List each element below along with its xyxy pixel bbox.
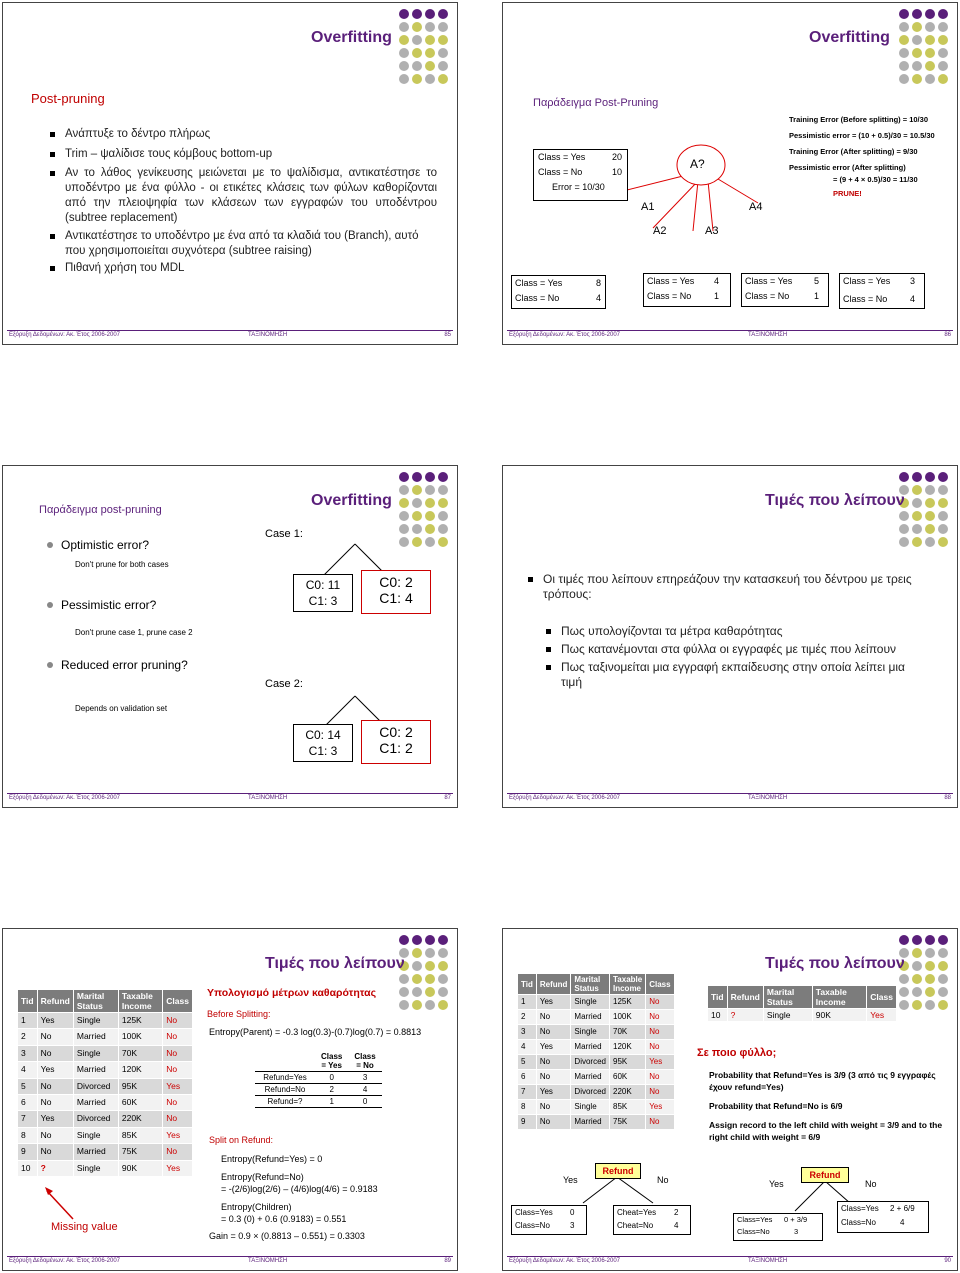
case2-label: Case 2:: [265, 678, 303, 690]
table-row: [255, 1096, 382, 1108]
square-bullet-icon: [528, 577, 533, 582]
bullet-item: Trim – ψαλίδισε τους κόμβους bottom-up: [65, 147, 435, 162]
table-cell: Married: [571, 1010, 610, 1025]
which-leaf-question: Σε ποιο φύλλο;: [697, 1047, 777, 1059]
table-cell: 75K: [118, 1144, 162, 1160]
table-cell: 120K: [118, 1062, 162, 1078]
slide-title: Overfitting: [809, 29, 890, 46]
square-bullet-icon: [50, 234, 55, 239]
table-header: Tid: [708, 986, 728, 1009]
table-cell: 6: [518, 1070, 537, 1085]
square-bullet-icon: [546, 647, 551, 652]
decor-dot: [912, 524, 922, 534]
decor-dot: [399, 9, 409, 19]
table-cell: 120K: [610, 1040, 646, 1055]
decor-dot: [425, 9, 435, 19]
table-cell: Divorced: [73, 1111, 118, 1127]
decor-dot: [412, 35, 422, 45]
decor-dot: [425, 61, 435, 71]
decor-dot: [925, 537, 935, 547]
table-cell: No: [37, 1144, 73, 1160]
table-cell: Single: [73, 1045, 118, 1061]
decor-dot: [399, 35, 409, 45]
square-bullet-icon: [546, 665, 551, 670]
table-cell: 9: [18, 1144, 38, 1160]
table-cell: Yes: [867, 1009, 897, 1022]
table-cell: Single: [763, 1009, 812, 1022]
decor-dot: [438, 22, 448, 32]
table-cell: Yes: [646, 1100, 674, 1115]
decor-dot: [938, 472, 948, 482]
leaf-box: Class = Yes 4 Class = No 1: [643, 273, 731, 307]
table-cell: 4: [18, 1062, 38, 1078]
table-cell: 10: [708, 1009, 728, 1022]
sub-note: Don't prune case 1, prune case 2: [75, 628, 193, 637]
table-cell: No: [536, 1010, 571, 1025]
right-leaf-weighted: Class=Yes 2 + 6/9 Class=No 4: [837, 1201, 929, 1233]
table-cell: 220K: [118, 1111, 162, 1127]
case1-label: Case 1:: [265, 528, 303, 540]
table-cell: No: [163, 1111, 193, 1127]
table-header: Tid: [518, 974, 537, 995]
table-cell: No: [536, 1055, 571, 1070]
slide-footer: Εξόρυξη Δεδομένων: Ακ. Έτος 2006-2007 ΤΑΞΙΝΟΜΗΣΗ 87: [9, 795, 451, 801]
table-cell: No: [163, 1095, 193, 1111]
yes-branch: Yes: [769, 1179, 784, 1189]
leaf-box: Class = Yes 5 Class = No 1: [741, 273, 829, 307]
table-header: Class = No: [348, 1051, 381, 1072]
sub-note: Don't prune for both cases: [75, 560, 169, 569]
decor-dot: [925, 511, 935, 521]
decor-dot: [938, 498, 948, 508]
count-table: [255, 1051, 382, 1108]
table-cell: No: [163, 1029, 193, 1045]
table-cell: No: [646, 1115, 674, 1130]
table-header: Class: [646, 974, 674, 995]
table-cell: 9: [518, 1115, 537, 1130]
table-cell: 3: [348, 1072, 381, 1084]
decor-dot: [912, 511, 922, 521]
split-label: Split on Refund:: [209, 1135, 274, 1145]
table-cell: 70K: [610, 1025, 646, 1040]
slide-heading: Παράδειγμα post-pruning: [39, 504, 162, 516]
decor-dot: [938, 524, 948, 534]
table-cell: 3: [18, 1045, 38, 1061]
probability-no: Probability that Refund=No is 6/9: [709, 1101, 843, 1111]
table-cell: ?: [37, 1160, 73, 1176]
sub-bullet: Πως κατανέμονται στα φύλλα οι εγγραφές με τιμές που λείπουν: [561, 642, 921, 657]
decor-dot: [438, 9, 448, 19]
decor-dot: [425, 22, 435, 32]
table-cell: 2: [315, 1084, 348, 1096]
table-cell: No: [646, 995, 674, 1010]
slide-heading: Post-pruning: [31, 91, 105, 106]
decor-dot: [412, 9, 422, 19]
no-branch: No: [865, 1179, 877, 1189]
table-cell: No: [37, 1095, 73, 1111]
no-branch: No: [657, 1175, 669, 1185]
decor-dot: [412, 48, 422, 58]
table-cell: 0: [315, 1072, 348, 1084]
decor-dot: [938, 485, 948, 495]
table-cell: Yes: [536, 1085, 571, 1100]
table-cell: No: [163, 1144, 193, 1160]
slide-footer: Εξόρυξη Δεδομένων: Ακ. Έτος 2006-2007 ΤΑΞΙΝΟΜΗΣΗ 90: [509, 1258, 951, 1264]
left-leaf: Class=Yes 0 Class=No 3: [511, 1205, 587, 1235]
bullet-item: Αντικατέστησε το υποδέντρο με ένα από τα κλαδιά του (Branch), αυτό που χρησιμοποιείται συχνότερα (subtree raising): [65, 229, 437, 259]
square-bullet-icon: [50, 132, 55, 137]
table-cell: 0: [348, 1096, 381, 1108]
refund-node: Refund: [801, 1167, 849, 1183]
decor-dot: [899, 511, 909, 521]
table-cell: 5: [518, 1055, 537, 1070]
table-cell: Yes: [37, 1013, 73, 1029]
table-cell: 60K: [118, 1095, 162, 1111]
table-header: Class: [163, 990, 193, 1013]
decor-dot: [438, 61, 448, 71]
case1-right-node: C0: 2 C1: 4: [361, 570, 431, 614]
table-cell: 95K: [118, 1078, 162, 1094]
table-cell: 60K: [610, 1070, 646, 1085]
table-cell: 125K: [118, 1013, 162, 1029]
table-cell: 85K: [610, 1100, 646, 1115]
table-cell: No: [646, 1070, 674, 1085]
table-cell: No: [37, 1078, 73, 1094]
decor-dot: [925, 472, 935, 482]
slide-title: Τιμές που λείπουν: [765, 955, 905, 972]
decor-dot: [912, 498, 922, 508]
case2-right-node: C0: 2 C1: 2: [361, 720, 431, 764]
table-cell: Divorced: [571, 1055, 610, 1070]
slide-89: [2, 928, 458, 1271]
decor-dot: [912, 472, 922, 482]
decor-dot: [438, 48, 448, 58]
decor-dot: [399, 61, 409, 71]
table-cell: Divorced: [73, 1078, 118, 1094]
table-cell: Single: [571, 1025, 610, 1040]
decor-dot: [912, 485, 922, 495]
sub-bullet: Πως ταξινομείται μια εγγραφή εκπαίδευσης στην οποία λείπει μια τιμή: [561, 660, 911, 690]
bullet-item: Πιθανή χρήση του MDL: [65, 261, 435, 276]
slide-85: [2, 2, 458, 345]
table-header: Marital Status: [571, 974, 610, 995]
table-cell: Married: [73, 1062, 118, 1078]
decor-dot: [438, 74, 448, 84]
yes-branch: Yes: [563, 1175, 578, 1185]
slide-footer: Εξόρυξη Δεδομένων: Ακ. Έτος 2006-2007 ΤΑΞΙΝΟΜΗΣΗ 85: [9, 332, 451, 338]
bullet-item: Optimistic error?: [61, 538, 149, 552]
decor-dot: [399, 22, 409, 32]
refund-node: Refund: [595, 1163, 641, 1179]
table-cell: 2: [18, 1029, 38, 1045]
probability-yes: Probability that Refund=Yes is 3/9 (3 από τις 9 εγγραφές έχουν refund=Yes): [709, 1070, 936, 1092]
decor-dot: [899, 472, 909, 482]
bullet-item: Pessimistic error?: [61, 598, 156, 612]
table-cell: Yes: [37, 1062, 73, 1078]
decor-dot: [399, 74, 409, 84]
decor-dot: [412, 22, 422, 32]
decor-dot: [938, 537, 948, 547]
table-header: [255, 1051, 315, 1072]
table-cell: Single: [571, 995, 610, 1010]
table-cell: No: [536, 1115, 571, 1130]
table-cell: 1: [315, 1096, 348, 1108]
table-cell: 85K: [118, 1127, 162, 1143]
decor-dots: [399, 9, 451, 84]
decor-dots: [899, 472, 951, 547]
decor-dot: [925, 524, 935, 534]
table-cell: ?: [727, 1009, 763, 1022]
table-cell: 90K: [118, 1160, 162, 1176]
table-cell: Single: [73, 1160, 118, 1176]
decor-dot: [912, 537, 922, 547]
table-cell: Single: [73, 1127, 118, 1143]
slide-footer: Εξόρυξη Δεδομένων: Ακ. Έτος 2006-2007 ΤΑΞΙΝΟΜΗΣΗ 88: [509, 795, 951, 801]
square-bullet-icon: [50, 171, 55, 176]
slide-footer: Εξόρυξη Δεδομένων: Ακ. Έτος 2006-2007 ΤΑΞΙΝΟΜΗΣΗ 89: [9, 1258, 451, 1264]
table-cell: 3: [518, 1025, 537, 1040]
square-bullet-icon: [50, 266, 55, 271]
table-cell: 4: [348, 1084, 381, 1096]
bullet-item: Αν το λάθος γενίκευσης μειώνεται με το ψαλίδισμα, αντικατέστησε το υποδέντρο με ένα φύλλο - οι ετικέτες κλάσεις των φύλων καθορίζονται από την πλειοψηφία των κλάσεων των εγγραφών του υποδέντρου (subtree replacement): [65, 166, 437, 226]
decor-dot: [412, 74, 422, 84]
table-cell: 75K: [610, 1115, 646, 1130]
slide-footer: Εξόρυξη Δεδομένων: Ακ. Έτος 2006-2007 ΤΑΞΙΝΟΜΗΣΗ 86: [509, 332, 951, 338]
table-cell: 90K: [812, 1009, 867, 1022]
decor-dot: [425, 35, 435, 45]
table-cell: Refund=?: [255, 1096, 315, 1108]
table-cell: No: [163, 1062, 193, 1078]
table-cell: 125K: [610, 995, 646, 1010]
table-cell: Divorced: [571, 1085, 610, 1100]
table-cell: Yes: [37, 1111, 73, 1127]
table-cell: No: [37, 1029, 73, 1045]
slide-heading: Παράδειγμα Post-Pruning: [533, 97, 659, 109]
case1-left-node: C0: 11 C1: 3: [293, 574, 353, 612]
table-header: Refund: [727, 986, 763, 1009]
slide-86: [502, 2, 958, 345]
table-cell: No: [163, 1013, 193, 1029]
table-header: Class: [867, 986, 897, 1009]
table-cell: Yes: [163, 1160, 193, 1176]
sub-note: Depends on validation set: [75, 704, 168, 713]
right-leaf: Cheat=Yes 2 Cheat=No 4: [613, 1205, 691, 1235]
entropy-calc: Entropy(Refund=Yes) = 0 Entropy(Refund=No) = -(2/6)log(2/6) – (4/6)log(4/6) = 0.9183 Entropy(Children) = 0.3 (0) + 0.6 (0.9183) = 0.551: [221, 1154, 378, 1224]
decor-dot: [412, 61, 422, 71]
table-cell: 100K: [118, 1029, 162, 1045]
table-row: [255, 1084, 382, 1096]
table-header: Tid: [18, 990, 38, 1013]
table-cell: 8: [18, 1127, 38, 1143]
sub-bullet: Πως υπολογίζονται τα μέτρα καθαρότητας: [561, 624, 921, 639]
table-cell: Yes: [646, 1055, 674, 1070]
table-header: Marital Status: [763, 986, 812, 1009]
table-cell: 70K: [118, 1045, 162, 1061]
table-cell: No: [37, 1127, 73, 1143]
table-cell: 10: [18, 1160, 38, 1176]
table-cell: 4: [518, 1040, 537, 1055]
table-header: Class = Yes: [315, 1051, 348, 1072]
square-bullet-icon: [50, 152, 55, 157]
section-heading: Υπολογισμό μέτρων καθαρότητας: [207, 987, 377, 999]
root-class-box: Class = Yes 20 Class = No 10 Error = 10/30: [533, 149, 628, 201]
branch-label: A3: [705, 225, 719, 237]
table-cell: 1: [18, 1013, 38, 1029]
table-cell: Married: [571, 1040, 610, 1055]
decor-dot: [399, 48, 409, 58]
table-cell: Yes: [536, 1040, 571, 1055]
table-cell: 7: [518, 1085, 537, 1100]
table-cell: No: [536, 1070, 571, 1085]
table-cell: Refund=No: [255, 1084, 315, 1096]
square-bullet-icon: [546, 629, 551, 634]
table-header: Marital Status: [73, 990, 118, 1013]
bullet-item: Οι τιμές που λείπουν επηρεάζουν την κατασκευή του δέντρου με τρεις τρόπους:: [543, 572, 923, 602]
branch-label: A1: [641, 201, 655, 213]
table-cell: Refund=Yes: [255, 1072, 315, 1084]
table-header: Refund: [536, 974, 571, 995]
leaf-box: Class = Yes 3 Class = No 4: [839, 273, 925, 309]
table-cell: Married: [571, 1115, 610, 1130]
table-cell: No: [646, 1010, 674, 1025]
table-cell: No: [646, 1085, 674, 1100]
table-cell: No: [37, 1045, 73, 1061]
table-cell: Single: [73, 1013, 118, 1029]
table-cell: No: [536, 1025, 571, 1040]
table-cell: No: [163, 1045, 193, 1061]
table-cell: No: [646, 1040, 674, 1055]
decor-dot: [899, 524, 909, 534]
slide-title: Overfitting: [311, 29, 392, 46]
before-splitting: Before Splitting:: [207, 1009, 271, 1019]
decor-dot: [425, 74, 435, 84]
table-cell: 8: [518, 1100, 537, 1115]
table-cell: No: [646, 1025, 674, 1040]
split-node-label: A?: [690, 157, 705, 171]
table-cell: 100K: [610, 1010, 646, 1025]
table-cell: No: [536, 1100, 571, 1115]
table-header: Taxable Income: [812, 986, 867, 1009]
table-cell: 6: [18, 1095, 38, 1111]
slide-title: Τιμές που λείπουν: [765, 492, 905, 509]
table-cell: 1: [518, 995, 537, 1010]
decor-dot: [899, 537, 909, 547]
branch-label: A4: [749, 201, 763, 213]
table-cell: 220K: [610, 1085, 646, 1100]
left-leaf-weighted: Class=Yes 0 + 3/9 Class=No 3: [733, 1213, 823, 1241]
leaf-box: Class = Yes 8 Class = No 4: [511, 275, 606, 309]
slide-title: Overfitting: [311, 492, 392, 509]
missing-value-label: Missing value: [51, 1221, 118, 1233]
table-header: Refund: [37, 990, 73, 1013]
decor-dot: [938, 511, 948, 521]
decor-dot: [425, 48, 435, 58]
table-cell: Married: [73, 1095, 118, 1111]
table-cell: Married: [571, 1070, 610, 1085]
table-header: Taxable Income: [118, 990, 162, 1013]
error-notes: Training Error (Before splitting) = 10/30 Pessimistic error = (10 + 0.5)/30 = 10.5/30 Training Error (After splitting) = 9/30 Pessimistic error (After splitting) = (9 + 4 × 0.5)/30 = 11/30 PRUNE!: [789, 115, 935, 198]
table-row: [255, 1072, 382, 1084]
table-cell: Yes: [536, 995, 571, 1010]
decor-dot: [925, 485, 935, 495]
slide-title: Τιμές που λείπουν: [265, 955, 405, 972]
table-header: Taxable Income: [610, 974, 646, 995]
table-cell: 5: [18, 1078, 38, 1094]
slide-90: [502, 928, 958, 1271]
entropy-parent: Entropy(Parent) = -0.3 log(0.3)-(0.7)log(0.7) = 0.8813: [209, 1027, 422, 1037]
assign-note: Assign record to the left child with weight = 3/9 and to the right child with weight = 6/9: [709, 1120, 943, 1142]
branch-label: A2: [653, 225, 667, 237]
gain-calc: Gain = 0.9 × (0.8813 – 0.551) = 0.3303: [209, 1231, 365, 1241]
table-cell: Married: [73, 1144, 118, 1160]
table-cell: Yes: [163, 1127, 193, 1143]
table-cell: 7: [18, 1111, 38, 1127]
table-cell: Married: [73, 1029, 118, 1045]
decor-dot: [438, 35, 448, 45]
slide-88: [502, 465, 958, 808]
table-cell: 2: [518, 1010, 537, 1025]
case2-left-node: C0: 14 C1: 3: [293, 724, 353, 762]
slide-87: [2, 465, 458, 808]
bullet-item: Reduced error pruning?: [61, 658, 188, 672]
decor-dot: [925, 498, 935, 508]
bullet-item: Ανάπτυξε το δέντρο πλήρως: [65, 127, 435, 142]
table-cell: Single: [571, 1100, 610, 1115]
table-cell: 95K: [610, 1055, 646, 1070]
table-cell: Yes: [163, 1078, 193, 1094]
